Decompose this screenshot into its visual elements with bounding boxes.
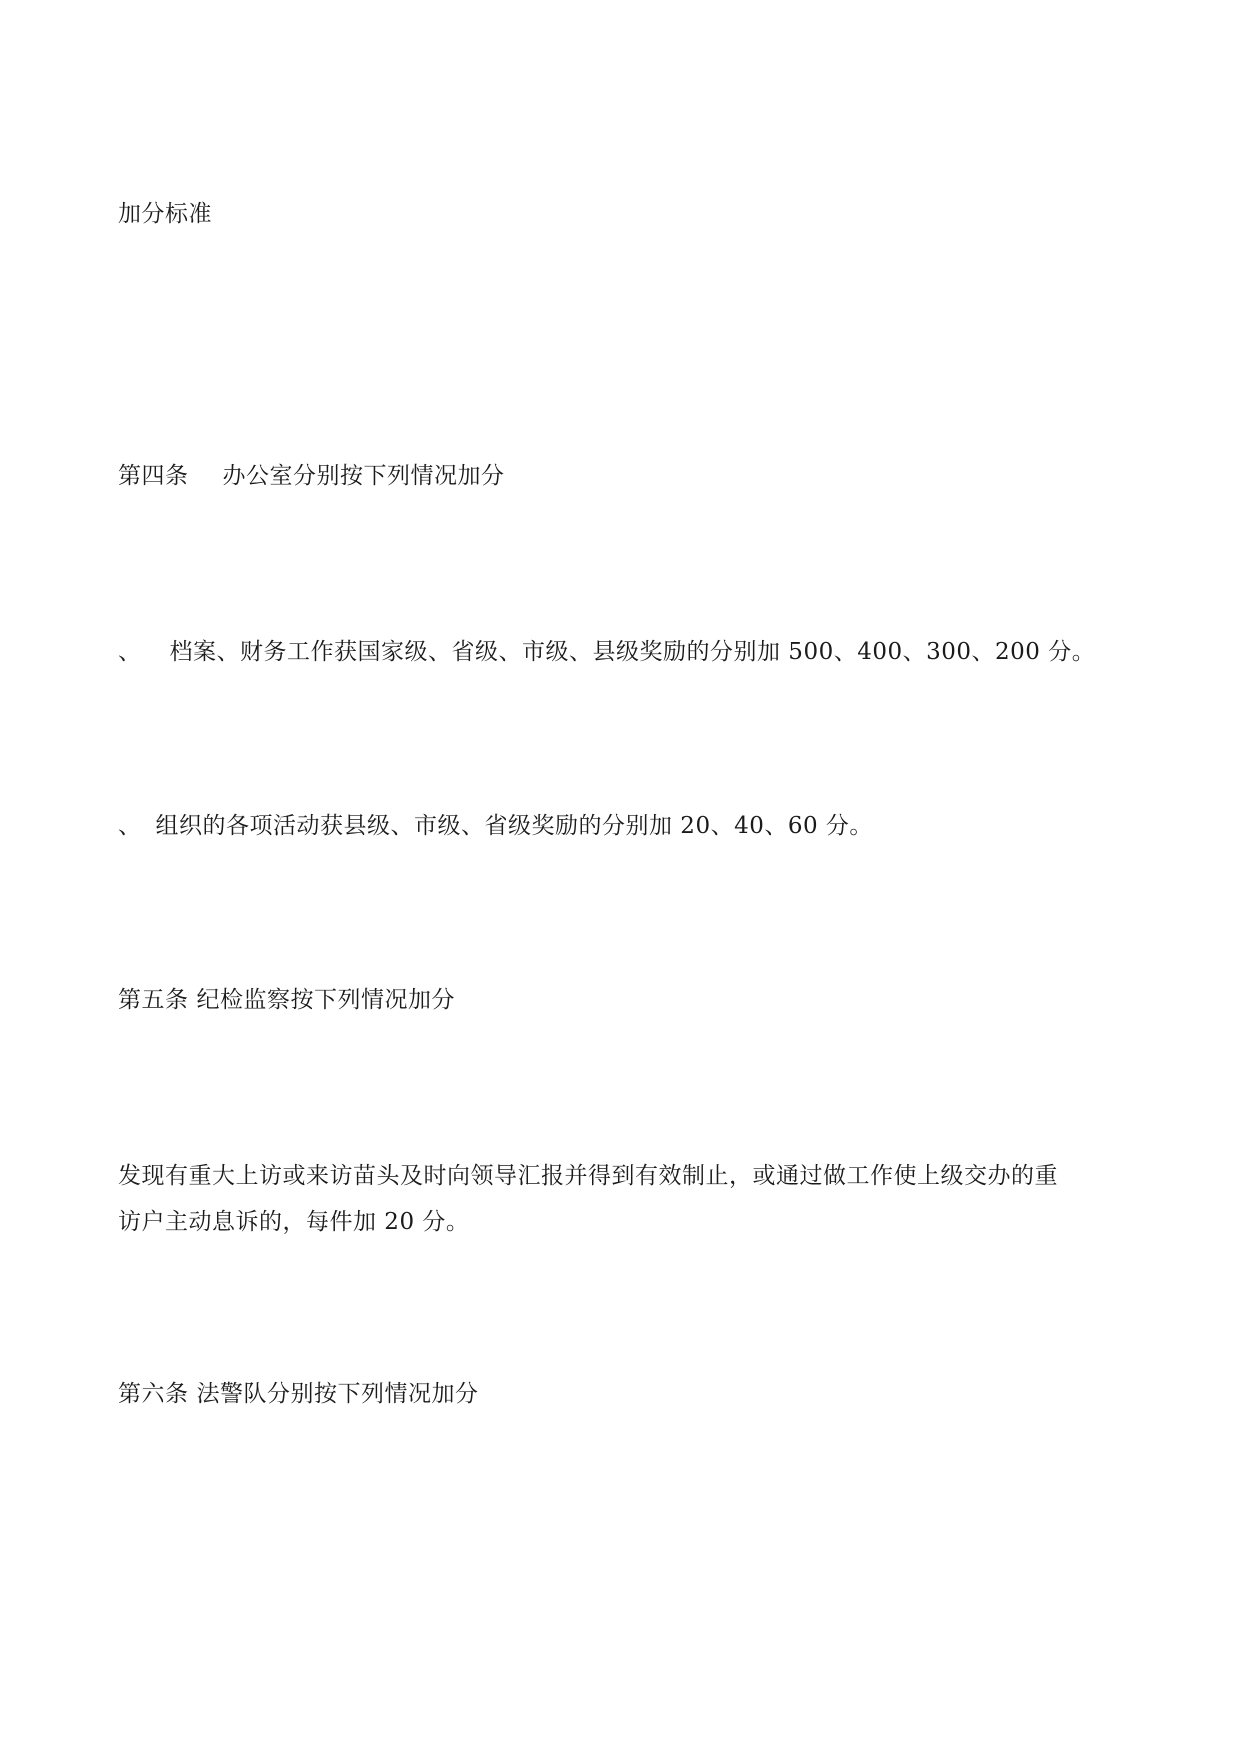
article-5-body-line-1: 发现有重大上访或来访苗头及时向领导汇报并得到有效制止，或通过做工作使上级交办的重 [118,1163,1058,1189]
article-6-title: 法警队分别按下列情况加分 [196,1381,479,1407]
article-5-title: 纪检监察按下列情况加分 [196,987,455,1013]
item-1-marker: 、 [118,639,142,665]
article-4-item-1 [118,634,1095,670]
article-5-body [118,1153,1128,1245]
article-4-title: 办公室分别按下列情况加分 [222,463,505,489]
article-5-heading [118,982,455,1018]
article-4-label: 第四条 [118,463,189,489]
article-5-body-line-2: 访户主动息诉的，每件加 20 分。 [118,1209,470,1235]
item-2-marker: 、 [118,813,142,839]
article-4-heading [118,458,505,494]
item-1-text: 档案、财务工作获国家级、省级、市级、县级奖励的分别加 500、400、300、200 分。 [169,639,1096,665]
article-6-heading [118,1376,479,1412]
article-4-item-2 [118,808,873,844]
article-5-label: 第五条 [118,987,189,1013]
section-heading [118,196,212,232]
article-6-label: 第六条 [118,1381,189,1407]
heading-text: 加分标准 [118,201,212,227]
item-2-text: 组织的各项活动获县级、市级、省级奖励的分别加 20、40、60 分。 [155,813,873,839]
